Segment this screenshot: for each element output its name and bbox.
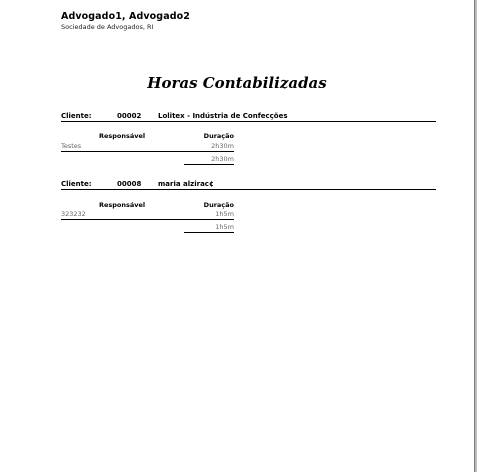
client-label: Cliente:	[61, 112, 92, 120]
client-total: 1h5m	[215, 223, 234, 231]
client-name: maria alzirac¢	[158, 180, 214, 188]
client-section	[61, 180, 436, 232]
row-responsavel: Testes	[61, 142, 82, 150]
firm-subtitle: Sociedade de Advogados, RI	[61, 23, 154, 31]
client-section	[61, 112, 436, 164]
client-label: Cliente:	[61, 180, 92, 188]
client-header	[61, 112, 436, 124]
client-code: 00002	[117, 112, 142, 120]
row-responsavel: 323232	[61, 210, 86, 218]
client-code: 00008	[117, 180, 142, 188]
column-header-responsavel: Responsável	[99, 201, 146, 209]
firm-name: Advogado1, Advogado2	[61, 11, 190, 22]
report-title: Horas Contabilizadas	[147, 74, 327, 92]
total-divider	[184, 232, 234, 233]
client-name: Lolitex - Indústria de Confecções	[158, 112, 288, 120]
client-divider	[61, 189, 436, 190]
column-header-duracao: Duração	[203, 201, 234, 209]
row-duracao: 1h5m	[215, 210, 234, 218]
client-divider	[61, 121, 436, 122]
total-divider	[184, 164, 234, 165]
column-header-responsavel: Responsável	[99, 132, 146, 140]
rows-divider	[61, 219, 234, 220]
client-total: 2h30m	[211, 155, 234, 163]
column-header-duracao: Duração	[203, 132, 234, 140]
client-header	[61, 180, 436, 192]
row-duracao: 2h30m	[211, 142, 234, 150]
rows-divider	[61, 151, 234, 152]
